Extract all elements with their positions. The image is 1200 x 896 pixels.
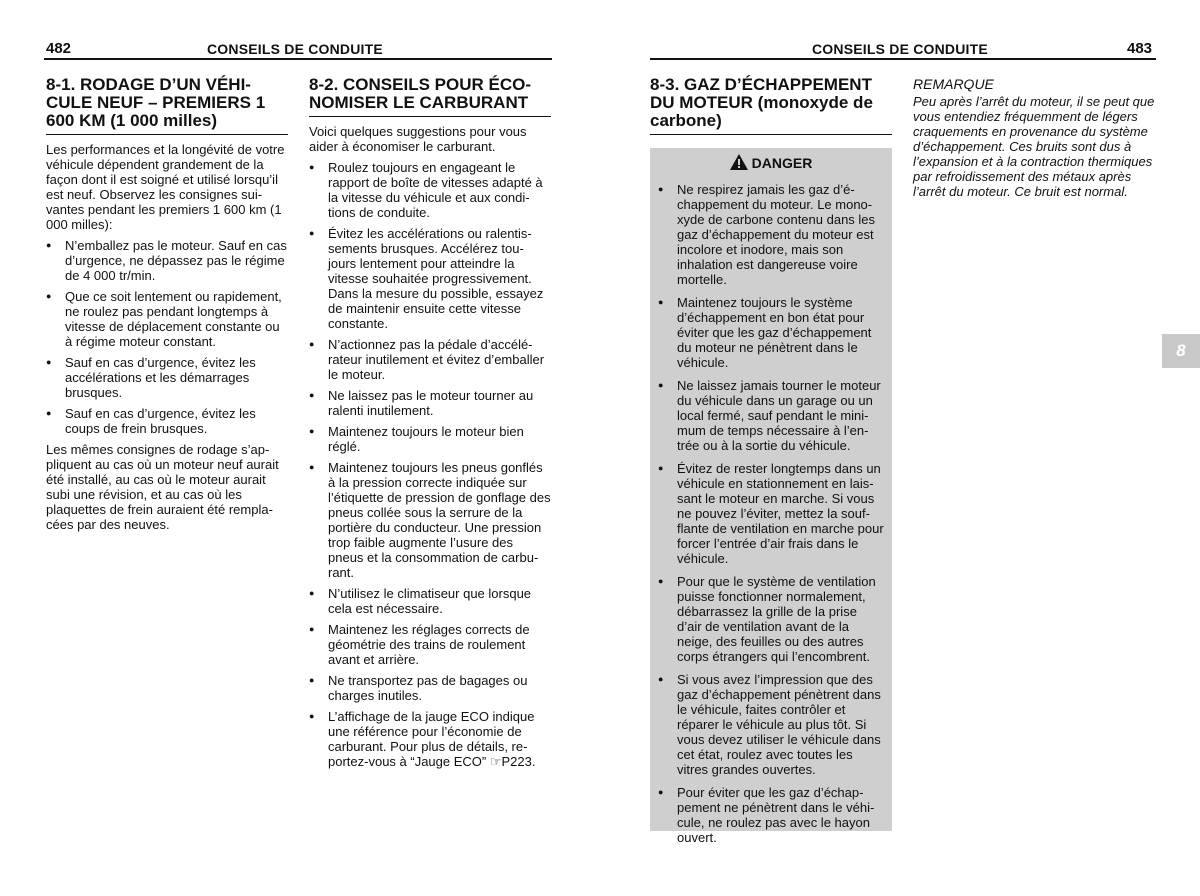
left-header-rule — [44, 58, 552, 60]
list-item: ● Pour éviter que les gaz d’échap-pement ne pénètrent dans le véhi-cule, ne roulez pas avec le hayon ouvert. — [658, 785, 884, 845]
left-page-number: 482 — [46, 40, 72, 57]
list-item: ● Maintenez toujours le moteur bien réglé. — [309, 424, 551, 454]
list-item: ● Pour que le système de ventilation puisse fonctionner normalement, débarrassez la grille de la prise d’air de ventilation avant de la neige, des feuilles ou des autres corps étrangers qui l’encombrent. — [658, 574, 884, 664]
list-item: ● L’affichage de la jauge ECO indique une référence pour l’économie de carburant. Pour plus de détails, re-portez-vous à “Jauge ECO” ☞P223. — [309, 709, 551, 769]
warning-triangle-icon — [730, 154, 748, 173]
section-8-2 — [309, 76, 551, 775]
list-item: ● N’emballez pas le moteur. Sauf en cas d’urgence, ne dépassez pas le régime de 4 000 tr/min. — [46, 238, 288, 283]
section-8-1-title: 8-1. RODAGE D’UN VÉHI-CULE NEUF – PREMIERS 1 600 KM (1 000 milles) — [46, 75, 266, 130]
note-text: Peu après l’arrêt du moteur, il se peut que vous entendiez fréquemment de légers craquements en provenance du système d’échappement. Ces bruits sont dus à l’expansion et à la contraction thermiques par refroidissement des métaux après l’arrêt du moteur. Ce bruit est normal. — [913, 94, 1155, 199]
list-item: ● N’actionnez pas la pédale d’accélé-rateur inutilement et évitez d’emballer le moteur. — [309, 337, 551, 382]
section-8-2-title: 8-2. CONSEILS POUR ÉCO-NOMISER LE CARBURANT — [309, 75, 531, 112]
section-8-3 — [650, 76, 892, 142]
right-page-number: 483 — [1127, 40, 1153, 57]
list-item: ● Sauf en cas d’urgence, évitez les coups de frein brusques. — [46, 406, 288, 436]
danger-label: DANGER — [751, 155, 813, 171]
note-label: REMARQUE — [913, 76, 994, 92]
danger-header — [650, 154, 892, 173]
danger-box — [650, 148, 892, 845]
list-item: ● Ne laissez pas le moteur tourner au ralenti inutilement. — [309, 388, 551, 418]
section-8-1-rule — [46, 134, 288, 135]
list-item: ● Évitez de rester longtemps dans un véhicule en stationnement en lais-sant le moteur en marche. Si vous ne pouvez l’éviter, mettez la souf-flante de ventilation en marche pour forcer l’entrée d’air frais dans le véhicule. — [658, 461, 884, 566]
chapter-tab: 8 — [1162, 334, 1200, 368]
list-item: ● Maintenez toujours les pneus gonflés à la pression correcte indiquée sur l’étiquette de pression de gonflage des pneus collée sous la serrure de la portière du conducteur. Une pression trop faible augmente l’usure des pneus et la consommation de carbu-rant. — [309, 460, 551, 580]
section-8-3-rule — [650, 134, 892, 135]
section-8-1 — [46, 76, 288, 538]
right-running-head: CONSEILS DE CONDUITE — [812, 41, 988, 57]
section-8-2-rule — [309, 116, 551, 117]
section-8-2-list — [309, 160, 551, 769]
list-item: ● Ne respirez jamais les gaz d’é-chappement du moteur. Le mono-xyde de carbone contenu dans les gaz d’échappement du moteur est incolore et inodore, mais son inhalation est dangereuse voire mortelle. — [658, 182, 884, 287]
note — [913, 77, 1158, 205]
danger-list — [658, 182, 884, 845]
list-item: ● Ne laissez jamais tourner le moteur du véhicule dans un garage ou un local fermé, sauf pendant le mini-mum de temps nécessaire à l’en-trée ou à la sortie du véhicule. — [658, 378, 884, 453]
list-item: ● Ne transportez pas de bagages ou charges inutiles. — [309, 673, 551, 703]
list-item: ● Maintenez les réglages corrects de géométrie des trains de roulement avant et arrière. — [309, 622, 551, 667]
right-header-rule — [650, 58, 1156, 60]
list-item: ● Maintenez toujours le système d’échappement en bon état pour éviter que les gaz d’échappement du moteur ne pénètrent dans le véhicule. — [658, 295, 884, 370]
list-item: ● Si vous avez l’impression que des gaz d’échappement pénètrent dans le véhicule, faites contrôler et réparer le véhicule au plus tôt. Si vous devez utiliser le véhicule dans cet état, roulez avec toutes les vitres grandes ouvertes. — [658, 672, 884, 777]
list-item: ● Évitez les accélérations ou ralentis-sements brusques. Accélérez tou-jours lentement pour atteindre la vitesse souhaitée progressivement. Dans la mesure du possible, essayez de maintenir ensuite cette vitesse constante. — [309, 226, 551, 331]
list-item: ● Sauf en cas d’urgence, évitez les accélérations et les démarrages brusques. — [46, 355, 288, 400]
section-8-1-list — [46, 238, 288, 436]
section-8-2-intro: Voici quelques suggestions pour vous aider à économiser le carburant. — [309, 124, 527, 154]
section-8-1-closing: Les mêmes consignes de rodage s’ap-pliquent au cas où un moteur neuf aurait été installé, au cas où le moteur aurait subi une révision, et au cas où les plaquettes de frein auraient été rempla-cées par des neuves. — [46, 442, 279, 532]
list-item: ● Que ce soit lentement ou rapidement, ne roulez pas pendant longtemps à vitesse de déplacement constante ou à régime moteur constant. — [46, 289, 288, 349]
section-8-3-title: 8-3. GAZ D’ÉCHAPPEMENT DU MOTEUR (monoxyde de carbone) — [650, 75, 873, 130]
section-8-1-intro: Les performances et la longévité de votre véhicule dépendent grandement de la façon dont il est soigné et utilisé lorsqu’il est neuf. Observez les consignes sui-vantes pendant les premiers 1 600 km (1 000 milles): — [46, 142, 285, 232]
list-item: ● Roulez toujours en engageant le rapport de boîte de vitesses adapté à la vitesse du véhicule et aux condi-tions de conduite. — [309, 160, 551, 220]
left-running-head: CONSEILS DE CONDUITE — [207, 41, 383, 57]
list-item: ● N’utilisez le climatiseur que lorsque cela est nécessaire. — [309, 586, 551, 616]
